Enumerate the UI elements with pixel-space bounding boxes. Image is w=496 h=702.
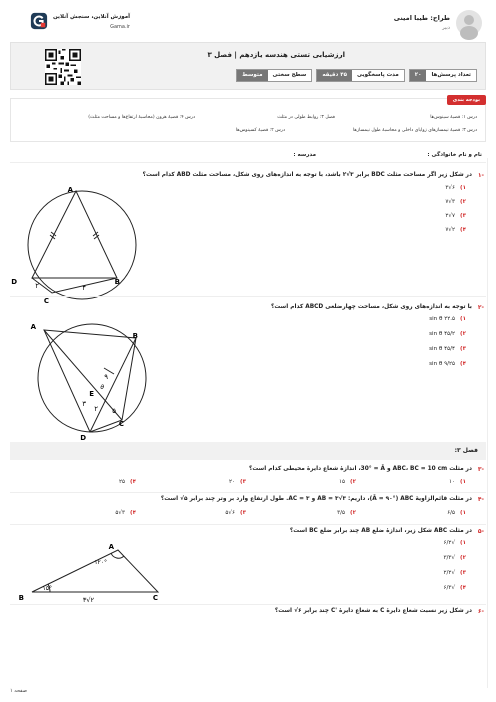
question-5 [10, 528, 486, 606]
option-1[interactable]: ۱)۲۲.۵ sin θ [429, 316, 466, 322]
divider [10, 492, 486, 493]
student-info-row [10, 149, 486, 163]
meta-question-count: تعداد پرسش‌ها ۲۰ [409, 69, 477, 82]
vertex-label: D [11, 278, 17, 286]
question-3 [10, 466, 486, 494]
angle-label: ۱۲۰° [94, 559, 107, 566]
question-number: -۴ [477, 496, 484, 503]
budget-item: فصل ۳: روابط طولی در مثلث [277, 115, 335, 120]
budget-item: درس ۳: قضیهٔ نیمسازهای زوایای داخلی و محاسبهٔ طول نیمسازها [353, 128, 477, 133]
vertex-label: C [152, 594, 158, 602]
length-label: ۲ [94, 405, 98, 413]
length-label: ۲ [35, 282, 39, 290]
option-2[interactable]: ۲)√۳/۳ [443, 555, 466, 561]
question-text: در مثلث قائم‌الزاویهٔ ABC ‏(Â = ۹۰°)، داریم: ۳√۳ = AB و ۳ = AC. طول ارتفاع وارد بر وتر چند برابر ۵√ است؟ [160, 496, 472, 502]
angle-label: θ [100, 384, 104, 391]
option-4[interactable]: ۴)۳√۵ [115, 510, 136, 516]
question-number: -۲ [477, 304, 484, 311]
option-2[interactable]: ۲)۱۵ [339, 479, 356, 485]
length-label: ۵ [112, 407, 116, 415]
brand-site[interactable]: Gama.ir [110, 24, 130, 30]
option-3[interactable]: ۳)√۲/۲ [443, 570, 466, 576]
brand [14, 10, 134, 36]
figure-triangle-abc [18, 542, 168, 604]
exam-info-box [10, 42, 486, 90]
question-text: در مثلث ABC شکل زیر، اندازهٔ ضلع AB چند برابر ضلع BC است؟ [289, 528, 472, 534]
exam-page [10, 8, 486, 694]
question-text: در شکل زیر اگر مساحت مثلث BDC برابر ۳√۲ باشد، با توجه به اندازه‌های روی شکل، مساحت مثلث ABD کدام است؟ [142, 172, 472, 178]
length-label: ۴ [82, 284, 86, 292]
exam-meta [236, 69, 477, 82]
gama-logo-icon [30, 12, 48, 30]
designer-role: دبیر [442, 25, 450, 31]
figure-circle-abcd [30, 316, 156, 442]
question-2 [10, 304, 486, 440]
page-number: صفحه ۱ [10, 688, 27, 694]
question-number: -۱ [477, 172, 484, 179]
question-text: در شکل زیر نسبت شعاع دایرهٔ C به شعاع دایرهٔ 'C چند برابر ۶√ است؟ [274, 608, 472, 614]
meta-duration: مدت پاسخگویی ۴۵ دقیقه [316, 69, 404, 82]
option-4[interactable]: ۴)۹/۲۵ sin θ [429, 361, 466, 367]
section-title: فصل ۳: [454, 447, 478, 454]
qr-code-icon [45, 49, 81, 85]
question-number: -۵ [477, 528, 484, 535]
header [10, 8, 486, 44]
option-4[interactable]: ۴)۲۵ [119, 479, 136, 485]
question-6 [10, 608, 486, 688]
option-2[interactable]: ۲)۴۵/۲ sin θ [429, 331, 466, 337]
brand-name: آموزش آنلاین، سنجش آنلاین [52, 14, 130, 20]
vertex-label: C [118, 420, 124, 428]
option-1[interactable]: ۱)۶√۳ [445, 185, 466, 191]
option-1[interactable]: ۱)۶/۵ [447, 510, 466, 516]
divider [10, 524, 486, 525]
meta-difficulty: سطح سختی متوسط [236, 69, 312, 82]
budget-item: درس ۲: قضیهٔ کسینوس‌ها [235, 128, 285, 133]
vertex-label: B [114, 278, 120, 286]
budget-box [10, 98, 486, 142]
divider [487, 158, 488, 688]
option-4[interactable]: ۴)√۶/۳ [443, 585, 466, 591]
school-field-label[interactable]: مدرسه : [293, 152, 316, 158]
figure-circle-quadrilateral [11, 186, 150, 305]
vertex-label: E [89, 390, 94, 398]
vertex-label: B [18, 594, 24, 602]
section-header [10, 442, 486, 460]
avatar [456, 10, 482, 36]
length-label: ۹ [104, 373, 108, 381]
question-number: -۶ [477, 608, 484, 615]
option-4[interactable]: ۴)۲√۷ [445, 227, 466, 233]
option-3[interactable]: ۳)۲۰ [229, 479, 246, 485]
option-3[interactable]: ۳)۴۵/۴ sin θ [429, 346, 466, 352]
budget-item: درس ۴: قضیهٔ هرون (محاسبهٔ ارتفاع‌ها و مساحت مثلث) [88, 115, 195, 120]
option-1[interactable]: ۱)√۶/۲ [443, 540, 466, 546]
vertex-label: D [80, 434, 86, 442]
divider [10, 604, 486, 605]
angle-label: ۱۵° [42, 585, 52, 592]
question-text: در مثلث ABC، ‎BC = 10 cm‎ و ‎30° = Â‎، اندازهٔ شعاع دایرهٔ محیطی کدام است؟ [249, 466, 472, 472]
question-text: با توجه به اندازه‌های روی شکل، مساحت چهارضلعی ABCD کدام است؟ [271, 304, 472, 310]
length-label: ۲√۳ [82, 596, 94, 604]
option-1[interactable]: ۱)۱۰ [449, 479, 466, 485]
vertex-label: B [132, 332, 138, 340]
question-number: -۳ [477, 466, 484, 473]
vertex-label: A [108, 543, 114, 551]
divider [10, 296, 486, 297]
question-4 [10, 496, 486, 526]
option-3[interactable]: ۳)۶√۵ [225, 510, 246, 516]
vertex-label: C [43, 297, 49, 305]
length-label: ۳ [82, 400, 86, 408]
option-2[interactable]: ۲)۳/۵ [337, 510, 356, 516]
vertex-label: A [67, 186, 73, 194]
budget-item: درس ۱: قضیهٔ سینوس‌ها [430, 115, 477, 120]
option-2[interactable]: ۲)۳√۷ [445, 199, 466, 205]
designer-name: طراح: طیبا امینی [393, 14, 450, 22]
exam-title: ارزشیابی تستی هندسه یازدهم | فصل ۳ [207, 51, 345, 59]
option-3[interactable]: ۳)۷√۲ [445, 213, 466, 219]
name-field-label[interactable]: نام و نام خانوادگی : [427, 152, 482, 158]
budget-tag: بودجه بندی [447, 95, 486, 105]
question-1 [10, 172, 486, 305]
vertex-label: A [30, 323, 36, 331]
